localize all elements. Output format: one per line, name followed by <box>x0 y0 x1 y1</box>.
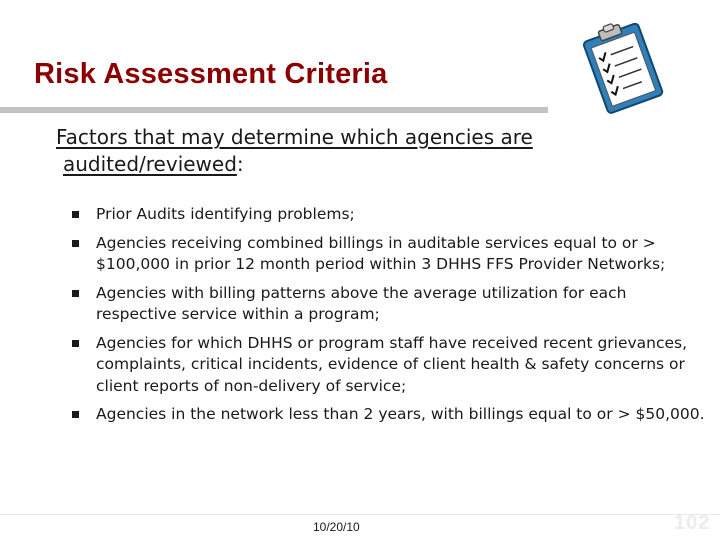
criteria-text: Prior Audits identifying problems; <box>96 205 355 223</box>
footer-date: 10/20/10 <box>313 520 360 534</box>
page-number: 102 <box>674 512 711 534</box>
criteria-item <box>70 404 710 426</box>
intro-colon: : <box>236 152 244 176</box>
criteria-text: Agencies in the network less than 2 years, with billings equal to or > $50,000. <box>96 405 705 423</box>
criteria-item <box>70 204 710 226</box>
slide-title: Risk Assessment Criteria <box>34 58 388 90</box>
criteria-text: Agencies with billing patterns above the average utilization for each respective service within a program; <box>96 283 627 323</box>
criteria-item <box>70 283 710 326</box>
square-bullet-icon <box>72 290 79 297</box>
criteria-text: Agencies receiving combined billings in auditable services equal to or > $100,000 in prior 12 month period within 3 DHHS FFS Provider Networks; <box>96 233 666 273</box>
intro-underlined-term: audited/reviewed <box>63 152 237 176</box>
footer-divider <box>0 514 720 515</box>
criteria-item <box>70 333 710 398</box>
intro-line-1: Factors that may determine which agencies are <box>56 125 533 149</box>
criteria-item <box>70 233 710 276</box>
square-bullet-icon <box>72 211 79 218</box>
square-bullet-icon <box>72 340 79 347</box>
square-bullet-icon <box>72 240 79 247</box>
clipboard-checklist-icon <box>570 20 678 116</box>
intro-line-2 <box>56 151 696 178</box>
criteria-list <box>70 204 710 433</box>
criteria-text: Agencies for which DHHS or program staff have received recent grievances, complaints, critical incidents, evidence of client health & safety concerns or client reports of non-delivery of service; <box>96 333 688 395</box>
intro-text <box>56 124 696 178</box>
square-bullet-icon <box>72 411 79 418</box>
title-underline-rule <box>0 107 548 113</box>
